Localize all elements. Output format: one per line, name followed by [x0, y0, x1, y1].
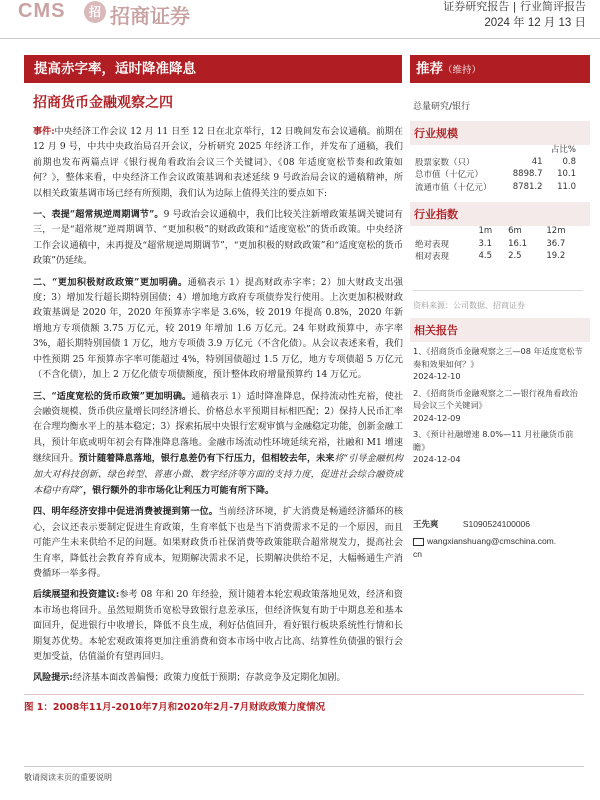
- paragraph-risk: [33, 670, 403, 686]
- point-4-lead: 四、明年经济安排中促进消费被提到第一位。: [33, 506, 219, 518]
- risk-lead: 风险提示:: [33, 672, 73, 684]
- index-table: [413, 225, 583, 263]
- point-3-text: 通稿表示 1）适时降准降息，保持流动性充裕，使社会融资规模、货币供应量增长同经济增长、价格总水平预期目标相匹配；2）保持人民币汇率在合理均衡水平上的基本稳定；3）探索拓展中央银行宏观审慎与金融稳定功能，创新金融工具，预计年底或明年初会有降准降息落地。金融市场流动性环境延续充裕，社融和 M1 增速继续回升。: [33, 391, 403, 465]
- index-header-cell: 1m: [478, 226, 493, 237]
- report-subtitle: 招商货币金融观察之四: [33, 95, 173, 111]
- analyst-license: S1090524100006: [462, 519, 531, 529]
- point-3-end: ，银行额外的非市场化让利压力可能有所下降。: [83, 484, 275, 496]
- logo-badge-icon: 招: [84, 1, 106, 23]
- outlook-text: 参考 08 年和 20 年经验，预计随着本轮宏观政策落地见效，经济和资本市场也将回升。虽然短期货币宽松导致银行息差承压，但经济恢复有助于中期息差和基本面回升，促进银行中收增长，降低不良生成，利好估值回升，看好银行板块系统性行情和长期复苏优势。本轮宏观政策将更加注重消费和资本市场中收占比高、结算性负债强的银行会更加受益，估值溢价有望再回归。: [33, 590, 403, 662]
- index-section-title: 行业指数: [410, 202, 590, 226]
- paragraph-point-4: [33, 504, 403, 582]
- cell-value: 2.5: [508, 251, 522, 262]
- cell-value: 36.7: [546, 238, 566, 249]
- paragraph-event: [33, 124, 403, 202]
- analyst-name: 王先爽: [413, 520, 439, 530]
- paragraph-point-3: [33, 389, 403, 500]
- cell-value: 3.1: [478, 238, 493, 249]
- headline-banner: 提高赤字率，适时降准降息: [24, 55, 402, 83]
- cell-label: 相对表现: [415, 252, 450, 263]
- table-row: [413, 143, 578, 156]
- cell-label: 总市值（十亿元）: [415, 170, 484, 181]
- table-row: [413, 168, 578, 181]
- paragraph-point-1: [33, 207, 403, 270]
- cell-label: 股票家数（只）: [415, 157, 475, 168]
- header-divider: [0, 38, 600, 39]
- analyst-email-cont: cn: [413, 549, 422, 559]
- report-link[interactable]: 2、《招商货币金融观察之二—银行视角看政治局会议三个关键词》: [413, 387, 578, 410]
- recommend-label: 推荐: [416, 61, 443, 77]
- event-lead: 事件:: [33, 126, 55, 137]
- footer-disclaimer: 敬请阅读末页的重要说明: [24, 773, 112, 782]
- analyst-email[interactable]: wangxianshuang@cmschina.com.: [427, 536, 557, 546]
- cell-value: 8781.2: [512, 181, 543, 192]
- list-item: [413, 428, 583, 466]
- report-link[interactable]: 3、《预计社融增速 8.0%—11 月社融货币前瞻》: [413, 429, 574, 452]
- table-row: [413, 250, 583, 263]
- point-3-lead: 三、“适度宽松的货币政策”更加明确。: [33, 390, 192, 402]
- table-row: [413, 156, 578, 169]
- cell-value: 4.5: [478, 251, 493, 262]
- related-reports: [413, 345, 583, 470]
- scale-section-title: 行业规模: [410, 121, 590, 145]
- point-2-lead: 二、“更加积极财政政策”更加明确。: [33, 276, 188, 288]
- report-date: 2024-12-10: [413, 371, 461, 381]
- table-row: [413, 181, 578, 194]
- index-header-cell: 6m: [508, 226, 522, 237]
- logo-chinese: 招商证券: [110, 4, 190, 28]
- report-link[interactable]: 1、《招商货币金融观察之三—08 年适度宽松节奏和效果如何？》: [413, 346, 583, 369]
- report-body: [33, 124, 403, 692]
- index-header-cell: 12m: [546, 226, 566, 237]
- cell-pct: 0.8: [562, 156, 576, 167]
- cell-pct: 11.0: [557, 181, 576, 192]
- paragraph-outlook: [33, 587, 403, 665]
- outlook-lead: 后续展望和投资建议:: [33, 589, 120, 601]
- reports-section-title: 相关报告: [410, 318, 590, 342]
- cell-value: 19.2: [546, 251, 566, 262]
- point-4-text: 当前经济环境，扩大消费是畅通经济循环的核心，会议还表示要制定促进生育政策，生育率低下也是当下消费需求不足的一个原因，而且可能产生未来供给不足的问题。如果财政货币社保消费等政策能联合超常规发力，提高社会生育率，降低社会教育养育成本，短期解决需求不足，长期解决供给不足，大幅畅通生产消费循环一举多得。: [33, 507, 403, 579]
- report-date: 2024-12-09: [413, 412, 461, 423]
- list-item: [413, 387, 583, 425]
- cell-pct: 10.1: [557, 169, 576, 180]
- paragraph-point-2: [33, 275, 403, 384]
- report-meta: [443, 0, 586, 32]
- brand-logo: [18, 2, 218, 26]
- data-source: 资料来源：公司数据、招商证券: [413, 301, 525, 310]
- point-1-lead: 一、表提“超常规逆周期调节”。: [33, 209, 164, 221]
- list-item: [413, 345, 583, 383]
- risk-text: 经济基本面改善偏慢；政策力度低于预期；存款竞争及定期化加剧。: [72, 673, 346, 684]
- cell-value: 41: [531, 156, 543, 167]
- recommend-note: （维持）: [443, 65, 482, 76]
- report-date: 2024 年 12 月 13 日: [484, 17, 586, 29]
- cell-value: 16.1: [508, 238, 527, 249]
- report-type: 证券研究报告 | 行业简评报告: [443, 0, 586, 13]
- table-row: [413, 225, 583, 238]
- cell-label: 绝对表现: [415, 239, 450, 250]
- logo-latin: CMS: [18, 0, 66, 22]
- sidebar-divider: [413, 290, 583, 291]
- table-row: [413, 238, 583, 251]
- recommendation-banner: [410, 55, 590, 83]
- report-date: 2024-12-04: [413, 454, 461, 464]
- scale-pct-header: 占比%: [550, 145, 576, 156]
- mail-icon: [413, 538, 424, 546]
- analyst-info: [413, 518, 593, 561]
- point-1-text: 9 号政治会议通稿中，我们比较关注新增政策基调关键词有三，一是“超常规”逆周期调节、“更加积极”的财政政策和“适度宽松”的货币政策。中央经济工作会议通稿中，未再提及“超常规逆周期调节”，“更加积极的财政政策”和“适度宽松的货币政策”仍延续。: [33, 210, 403, 267]
- point-2-text: 通稿表示 1）提高财政赤字率；2）加大财政支出强度；3）增加发行超长期特别国债；4）增加地方政府专项债券发行使用。上次更加积极财政政策基调是 2020 年，2020 年预算赤字率是 3.6%，较 2019 年提高 0.8%，2020 年新增地方专项债额 3.75 万亿元，较 2019 年增加 1.6 万亿元。24 年财政预算中，赤字率 3%，超长期特别国债 1 万亿，地方专项债 3.9 万亿元（不含化债）。从会议表述来看，我们中性预期 25 年预算赤字率可能超过 4%，特别国债超过 1.5 万亿，地方专项债超 5 万亿元（不含化债），加上 2 万亿化债专项债额度，预计整体政府增量预算约 14 万亿元。: [33, 277, 403, 381]
- figure-caption: 图 1：2008年11月-2010年7月和2020年2月-7月财政政策力度情况: [24, 694, 584, 713]
- index-header-cell: [413, 225, 477, 238]
- cell-value: 8898.7: [512, 169, 543, 180]
- industry-label: 总量研究/银行: [413, 102, 471, 112]
- event-text: 中央经济工作会议 12 月 11 日至 12 日在北京举行，12 日晚间发布会议通稿。前期在 12 月 9 号，中共中央政治局召开会议，分析研究 2025 年经济工作，并发布了通稿，我们前期也发布两篇点评《银行视角看政治会议三个关键词》、《08 年适度宽松节奏和政策如何？》，整体来看，中央经济工作会议政策基调和表述延续 9 号政治局会议的通稿精神，所以相关政策基调市场已经有所预期，我们认为边际上值得关注的要点如下:: [33, 127, 403, 199]
- point-3-emphasis: 预计随着降息落地，银行息差仍有下行压力，但相较去年，未来: [78, 453, 335, 465]
- cell-label: 流通市值（十亿元）: [415, 182, 492, 193]
- footer-divider: [24, 766, 584, 767]
- point-3-quote: 将“引导金融机构加大对科技创新、绿色转型、普惠小微、数字经济等方面的支持力度，促进社会综合融资成本稳中有降”: [33, 454, 403, 496]
- scale-table: [413, 143, 578, 193]
